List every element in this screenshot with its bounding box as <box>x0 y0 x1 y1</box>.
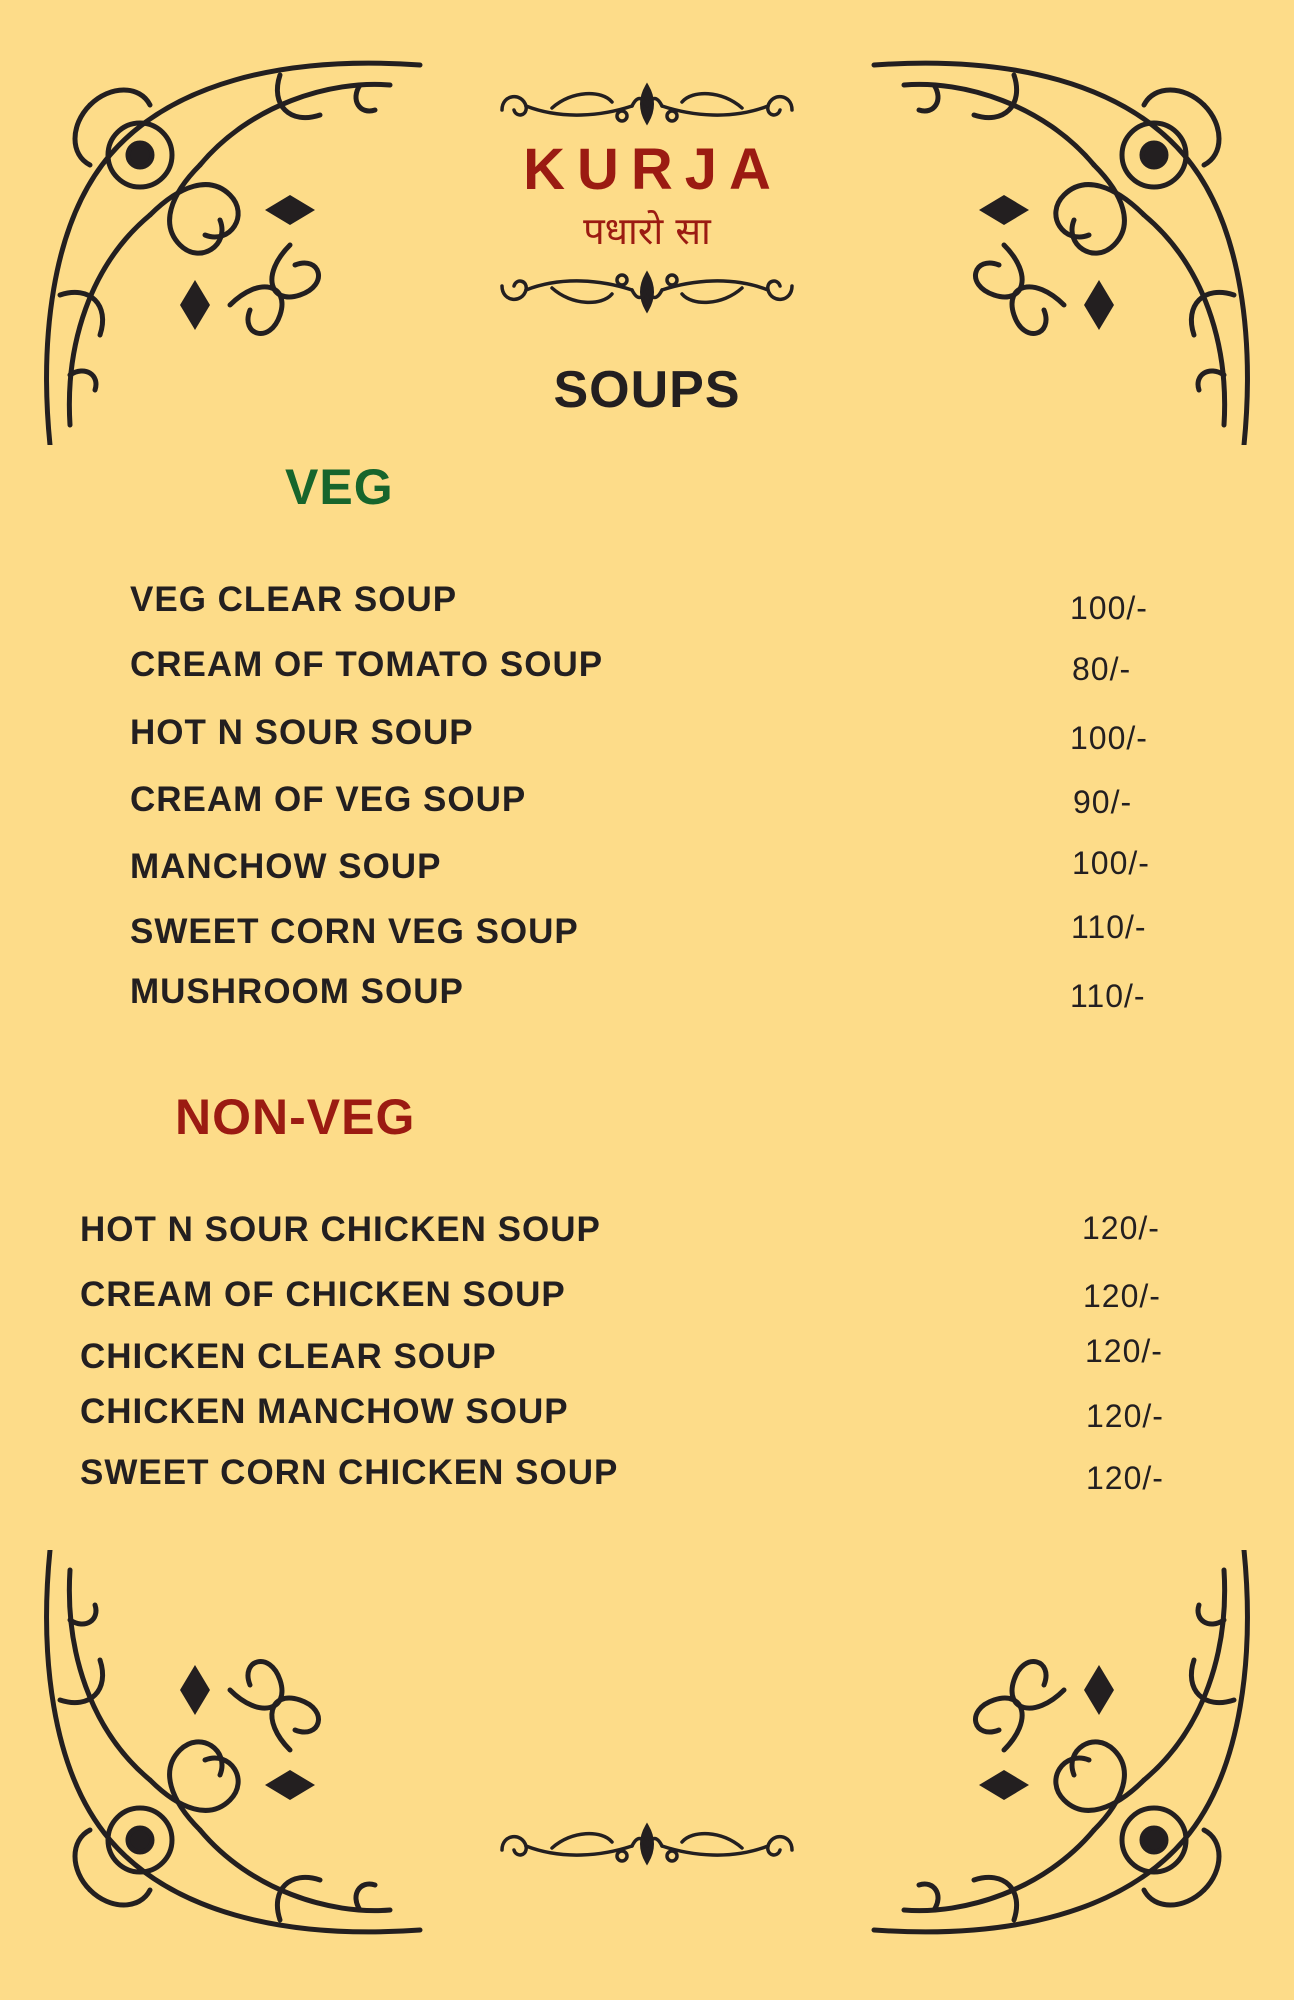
menu-item-name: SWEET CORN VEG SOUP <box>130 912 579 951</box>
menu-item-name: CREAM OF TOMATO SOUP <box>130 645 604 684</box>
menu-item-price: 80/- <box>1072 651 1132 687</box>
menu-item-price: 100/- <box>1070 590 1148 626</box>
menu-item-name: HOT N SOUR CHICKEN SOUP <box>80 1210 601 1249</box>
menu-item-name: CHICKEN MANCHOW SOUP <box>80 1392 569 1431</box>
menu-item-price: 120/- <box>1085 1333 1163 1369</box>
menu-item-name: VEG CLEAR SOUP <box>130 580 458 619</box>
brand-tagline: पधारो सा <box>583 209 711 253</box>
flourish-divider-bottom <box>492 1820 802 1876</box>
flourish-divider-top <box>492 80 802 136</box>
menu-item-name: CHICKEN CLEAR SOUP <box>80 1337 497 1376</box>
menu-item-price: 120/- <box>1086 1460 1164 1496</box>
menu-item-price: 120/- <box>1083 1278 1161 1314</box>
menu-item-name: MANCHOW SOUP <box>130 847 442 886</box>
menu-item-price: 100/- <box>1072 845 1150 881</box>
menu-item-price: 120/- <box>1086 1398 1164 1434</box>
section-title: SOUPS <box>553 361 741 419</box>
menu-item-price: 110/- <box>1071 909 1147 945</box>
corner-ornament-bottom-right <box>864 1550 1264 1950</box>
menu-item-price: 120/- <box>1082 1210 1160 1246</box>
menu-item-name: CREAM OF CHICKEN SOUP <box>80 1275 566 1314</box>
menu-item-price: 110/- <box>1070 978 1146 1014</box>
menu-item-price: 100/- <box>1070 720 1148 756</box>
nonveg-heading: NON-VEG <box>175 1089 416 1145</box>
veg-heading: VEG <box>285 459 394 515</box>
flourish-divider-under-brand <box>492 260 802 316</box>
menu-item-name: SWEET CORN CHICKEN SOUP <box>80 1453 619 1492</box>
menu-item-name: CREAM OF VEG SOUP <box>130 780 527 819</box>
menu-item-price: 90/- <box>1073 784 1133 820</box>
menu-item-name: HOT N SOUR SOUP <box>130 713 474 752</box>
corner-ornament-bottom-left <box>30 1550 430 1950</box>
brand-name: KURJA <box>523 137 783 202</box>
menu-item-name: MUSHROOM SOUP <box>130 972 464 1011</box>
